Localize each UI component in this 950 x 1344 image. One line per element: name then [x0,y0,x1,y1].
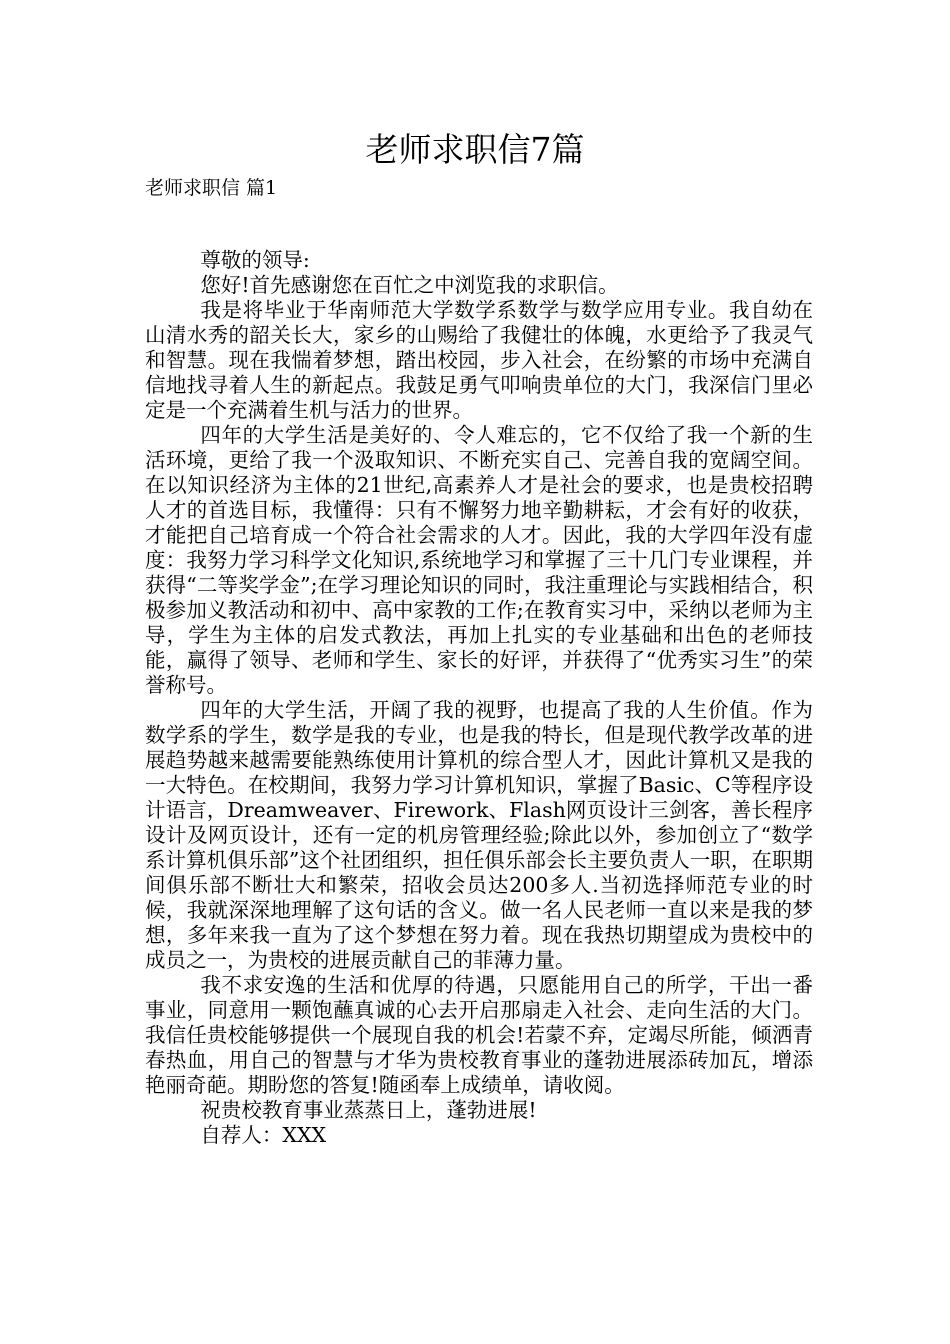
section-heading: 老师求职信 篇1 [145,177,278,199]
document-title: 老师求职信7篇 [365,130,585,169]
salutation: 尊敬的领导: [200,248,310,272]
computer-skills-paragraph: 四年的大学生活，开阔了我的视野，也提高了我的人生价值。作为数学系的学生，数学是我的专业，也是我的特长，但是现代教学改革的进展趋势越来越需要能熟练使用计算机的综合型人才，因此计算机又是我的一大特色。在校期间，我努力学习计算机知识，掌握了Basic、C等程序设计语言，Dreamweaver、Firework、Flash网页设计三剑客，善长程序设计及网页设计，还有一定的机房管理经验;除此以外，参加创立了“数学系计算机俱乐部”这个社团组织，担任俱乐部会长主要负责人一职，在职期间俱乐部不断壮大和繁荣，招收会员达200多人.当初选择师范专业的时候，我就深深地理解了这句话的含义。做一名人民老师一直以来是我的梦想，多年来我一直为了这个梦想在努力着。现在我热切期望成为贵校中的成员之一，为贵校的进展贡献自己的菲薄力量。 [145,698,813,972]
greeting-paragraph: 您好!首先感谢您在百忙之中浏览我的求职信。 [200,273,619,297]
university-life-paragraph: 四年的大学生活是美好的、令人难忘的，它不仅给了我一个新的生活环境，更给了我一个汲取知识、不断充实自己、完善自我的宽阔空间。在以知识经济为主体的21世纪,高素养人才是社会的要求，也是贵校招聘人才的首选目标，我懂得：只有不懈努力地辛勤耕耘，才会有好的收获，才能把自己培育成一个符合社会需求的人才。因此，我的大学四年没有虚度：我努力学习科学文化知识,系统地学习和掌握了三十几门专业课程，并获得“二等奖学金”;在学习理论知识的同时，我注重理论与实践相结合，积极参加义教活动和初中、高中家教的工作;在教育实习中，采纳以老师为主导，学生为主体的启发式教法，再加上扎实的专业基础和出色的老师技能，赢得了领导、老师和学生、家长的好评，并获得了“优秀实习生”的荣誉称号。 [145,423,813,697]
closing-paragraph: 我不求安逸的生活和优厚的待遇，只愿能用自己的所学，干出一番事业，同意用一颗饱蘸真诚的心去开启那扇走入社会、走向生活的大门。我信任贵校能够提供一个展现自我的机会!若蒙不弃，定竭尽所能，倾洒青春热血，用自己的智慧与才华为贵校教育事业的蓬勃进展添砖加瓦，增添艳丽奇葩。期盼您的答复!随函奉上成绩单，请收阅。 [145,973,813,1097]
letter-body [145,248,813,1148]
wishes-line: 祝贵校教育事业蒸蒸日上，蓬勃进展! [200,1098,537,1122]
intro-paragraph: 我是将毕业于华南师范大学数学系数学与数学应用专业。我自幼在山清水秀的韶关长大，家乡的山赐给了我健壮的体魄，水更给予了我灵气和智慧。现在我惴着梦想，踏出校园，步入社会，在纷繁的市场中充满自信地找寻着人生的新起点。我鼓足勇气叩响贵单位的大门，我深信门里必定是一个充满着生机与活力的世界。 [145,298,813,422]
signature-line: 自荐人：XXX [200,1123,327,1147]
